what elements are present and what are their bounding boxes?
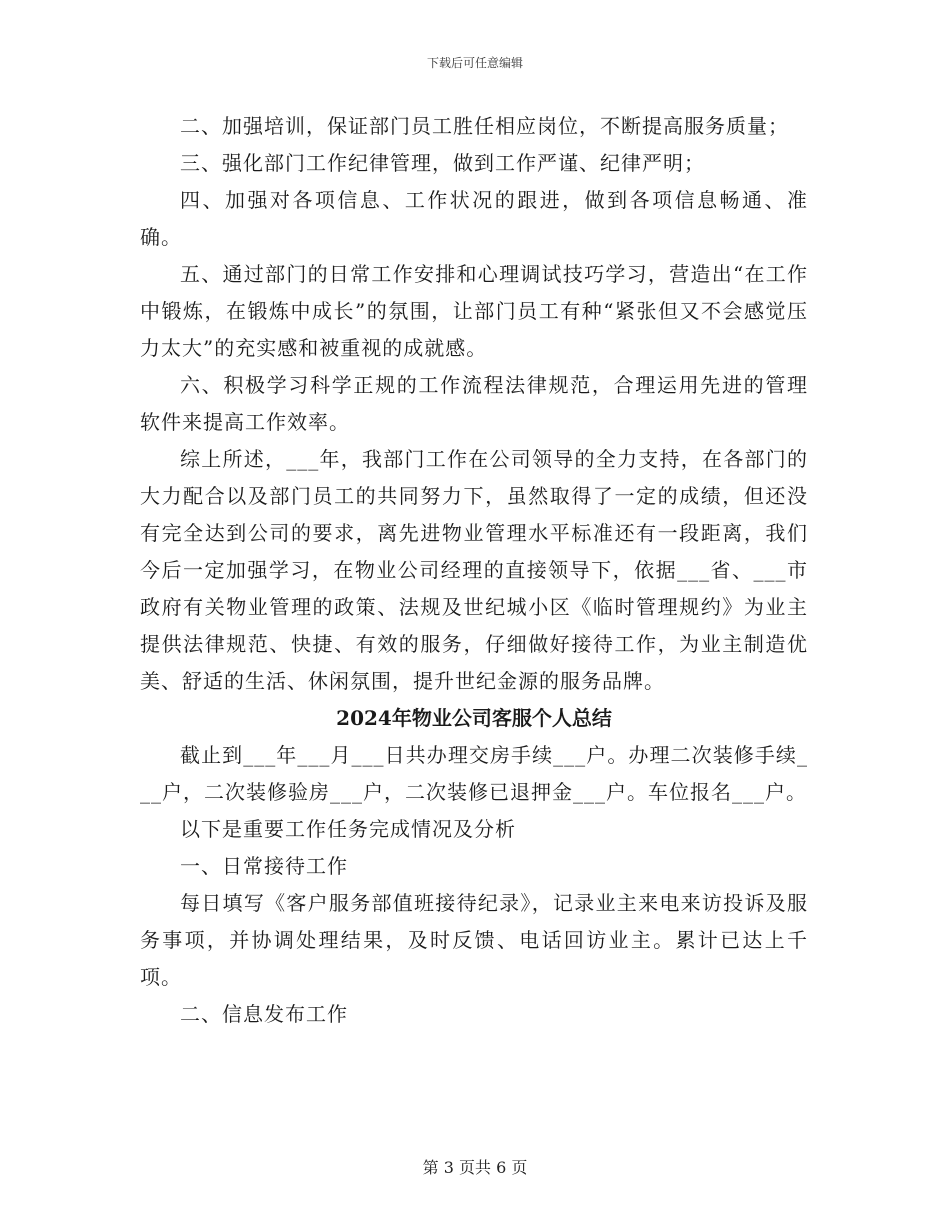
page-header: 下载后可任意编辑 — [426, 56, 523, 70]
paragraph: 每日填写《客户服务部值班接待纪录》，记录业主来电来访投诉及服务事项，并协调处理结果，及时反馈、电话回访业主。累计已达上千项。 — [140, 891, 808, 989]
paragraph: 五、通过部门的日常工作安排和心理调试技巧学习，营造出“在工作中锻炼，在锻炼中成长”的氛围，让部门员工有种“紧张但又不会感觉压力太大”的充实感和被重视的成就感。 — [140, 262, 808, 360]
paragraph: 一、日常接待工作 — [180, 854, 348, 878]
paragraph: 六、积极学习科学正规的工作流程法律规范，合理运用先进的管理软件来提高工作效率。 — [140, 373, 808, 434]
paragraph: 二、加强培训，保证部门员工胜任相应岗位，不断提高服务质量； — [180, 114, 789, 138]
paragraph: 三、强化部门工作纪律管理，做到工作严谨、纪律严明； — [180, 151, 705, 175]
paragraph: 截止到___年___月___日共办理交房手续___户。办理二次装修手续___户，二次装修验房___户，二次装修已退押金___户。车位报名___户。 — [140, 743, 808, 804]
paragraph: 四、加强对各项信息、工作状况的跟进，做到各项信息畅通、准确。 — [140, 188, 808, 249]
paragraph: 综上所述，___年，我部门工作在公司领导的全力支持，在各部门的大力配合以及部门员工的共同努力下，虽然取得了一定的成绩，但还没有完全达到公司的要求，离先进物业管理水平标准还有一段距离，我们今后一定加强学习，在物业公司经理的直接领导下，依据___省、___市政府有关物业管理的政策、法规及世纪城小区《临时管理规约》为业主提供法律规范、快捷、有效的服务，仔细做好接待工作，为业主制造优美、舒适的生活、休闲氛围，提升世纪金源的服务品牌。 — [140, 447, 808, 693]
section-title: 2024年物业公司客服个人总结 — [336, 706, 612, 730]
paragraph: 以下是重要工作任务完成情况及分析 — [180, 817, 516, 841]
page-footer: 第 3 页共 6 页 — [422, 1158, 528, 1177]
document-body — [140, 108, 808, 1033]
paragraph: 二、信息发布工作 — [180, 1002, 348, 1026]
